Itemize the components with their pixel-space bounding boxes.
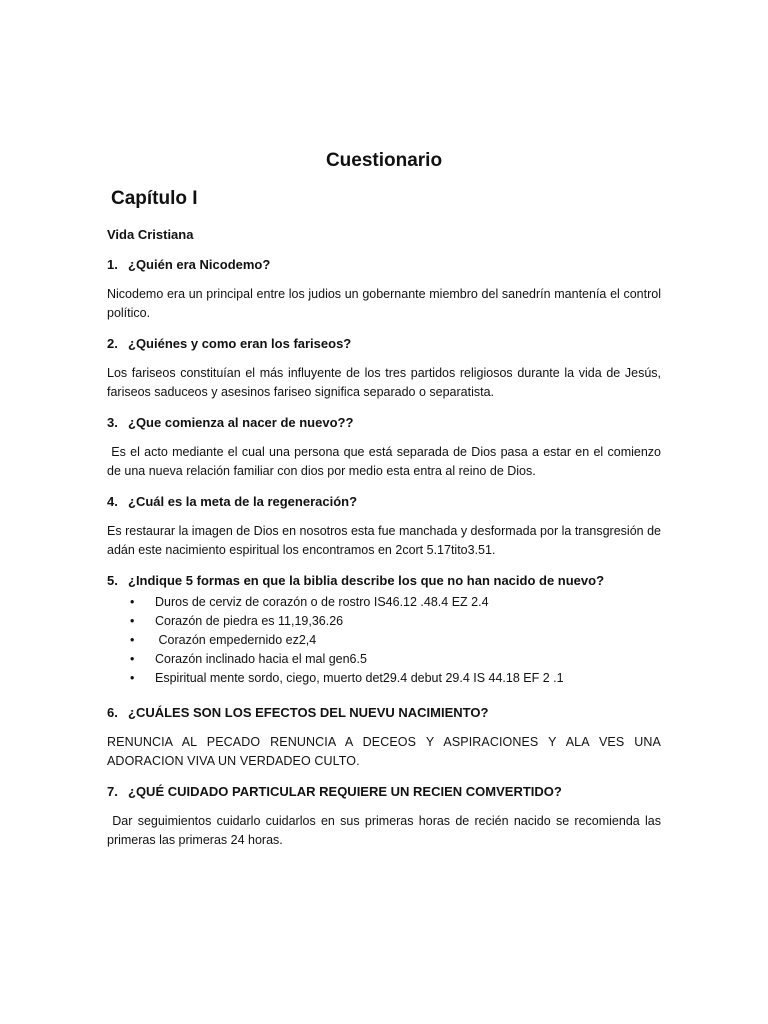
question-text: ¿Quiénes y como eran los fariseos? <box>128 336 352 351</box>
bullet-list <box>107 593 661 688</box>
answer-3: Es el acto mediante el cual una persona que está separada de Dios pasa a estar en el comienzo de una nueva relación familiar con dios por medio esta entra al reino de Dios. <box>107 445 665 478</box>
answer-7: Dar seguimientos cuidarlo cuidarlos en sus primeras horas de recién nacido se recomienda las primeras las primeras 24 horas. <box>107 814 665 847</box>
question-number: 2. <box>107 336 118 351</box>
question-number: 5. <box>107 573 118 588</box>
list-item-text: Corazón de piedra es 11,19,36.26 <box>155 614 344 628</box>
bullet-icon: • <box>130 633 135 647</box>
question-7 <box>107 783 661 801</box>
list-item-text: Corazón inclinado hacia el mal gen6.5 <box>155 652 367 666</box>
question-number: 7. <box>107 784 118 799</box>
question-text: ¿Cuál es la meta de la regeneración? <box>128 494 358 509</box>
question-6 <box>107 704 661 722</box>
question-number: 6. <box>107 705 118 720</box>
question-text: ¿Que comienza al nacer de nuevo?? <box>128 415 354 430</box>
answer-2: Los fariseos constituían el más influyente de los tres partidos religiosos durante la vida de Jesús, fariseos saduceos y asesinos fariseo significa separado o separatista. <box>107 366 661 399</box>
answer-4: Es restaurar la imagen de Dios en nosotros esta fue manchada y desformada por la transgresión de adán este nacimiento espiritual los encontramos en 2cort 5.17tito3.51. <box>107 524 661 557</box>
question-3 <box>107 414 661 432</box>
section-heading: Vida Cristiana <box>107 227 194 242</box>
list-item <box>107 669 661 688</box>
question-text: ¿QUÉ CUIDADO PARTICULAR REQUIERE UN RECIEN COMVERTIDO? <box>128 784 562 799</box>
list-item-text: Duros de cerviz de corazón o de rostro IS46.12 .48.4 EZ 2.4 <box>155 595 489 609</box>
question-number: 1. <box>107 257 118 272</box>
bullet-icon: • <box>130 671 135 685</box>
question-text: ¿Indique 5 formas en que la biblia describe los que no han nacido de nuevo? <box>128 573 605 588</box>
list-item <box>107 650 661 669</box>
question-2 <box>107 335 661 353</box>
list-item <box>107 631 661 650</box>
list-item <box>107 612 661 631</box>
question-number: 3. <box>107 415 118 430</box>
bullet-icon: • <box>130 652 135 666</box>
question-4 <box>107 493 661 511</box>
question-1 <box>107 256 661 274</box>
question-text: ¿Quién era Nicodemo? <box>128 257 271 272</box>
list-item-text: Espiritual mente sordo, ciego, muerto det29.4 debut 29.4 IS 44.18 EF 2 .1 <box>155 671 564 685</box>
chapter-heading: Capítulo I <box>111 188 198 209</box>
list-item-text: Corazón empedernido ez2,4 <box>155 633 317 647</box>
question-text: ¿CUÁLES SON LOS EFECTOS DEL NUEVU NACIMIENTO? <box>128 705 489 720</box>
question-number: 4. <box>107 494 118 509</box>
bullet-icon: • <box>130 595 135 609</box>
answer-1: Nicodemo era un principal entre los judios un gobernante miembro del sanedrín mantenía el control político. <box>107 287 661 320</box>
document-title: Cuestionario <box>325 150 443 171</box>
list-item <box>107 593 661 612</box>
answer-6: RENUNCIA AL PECADO RENUNCIA A DECEOS Y ASPIRACIONES Y ALA VES UNA ADORACION VIVA UN VERDADEO CULTO. <box>107 735 661 768</box>
bullet-icon: • <box>130 614 135 628</box>
question-5 <box>107 572 661 590</box>
questionnaire <box>107 256 665 862</box>
